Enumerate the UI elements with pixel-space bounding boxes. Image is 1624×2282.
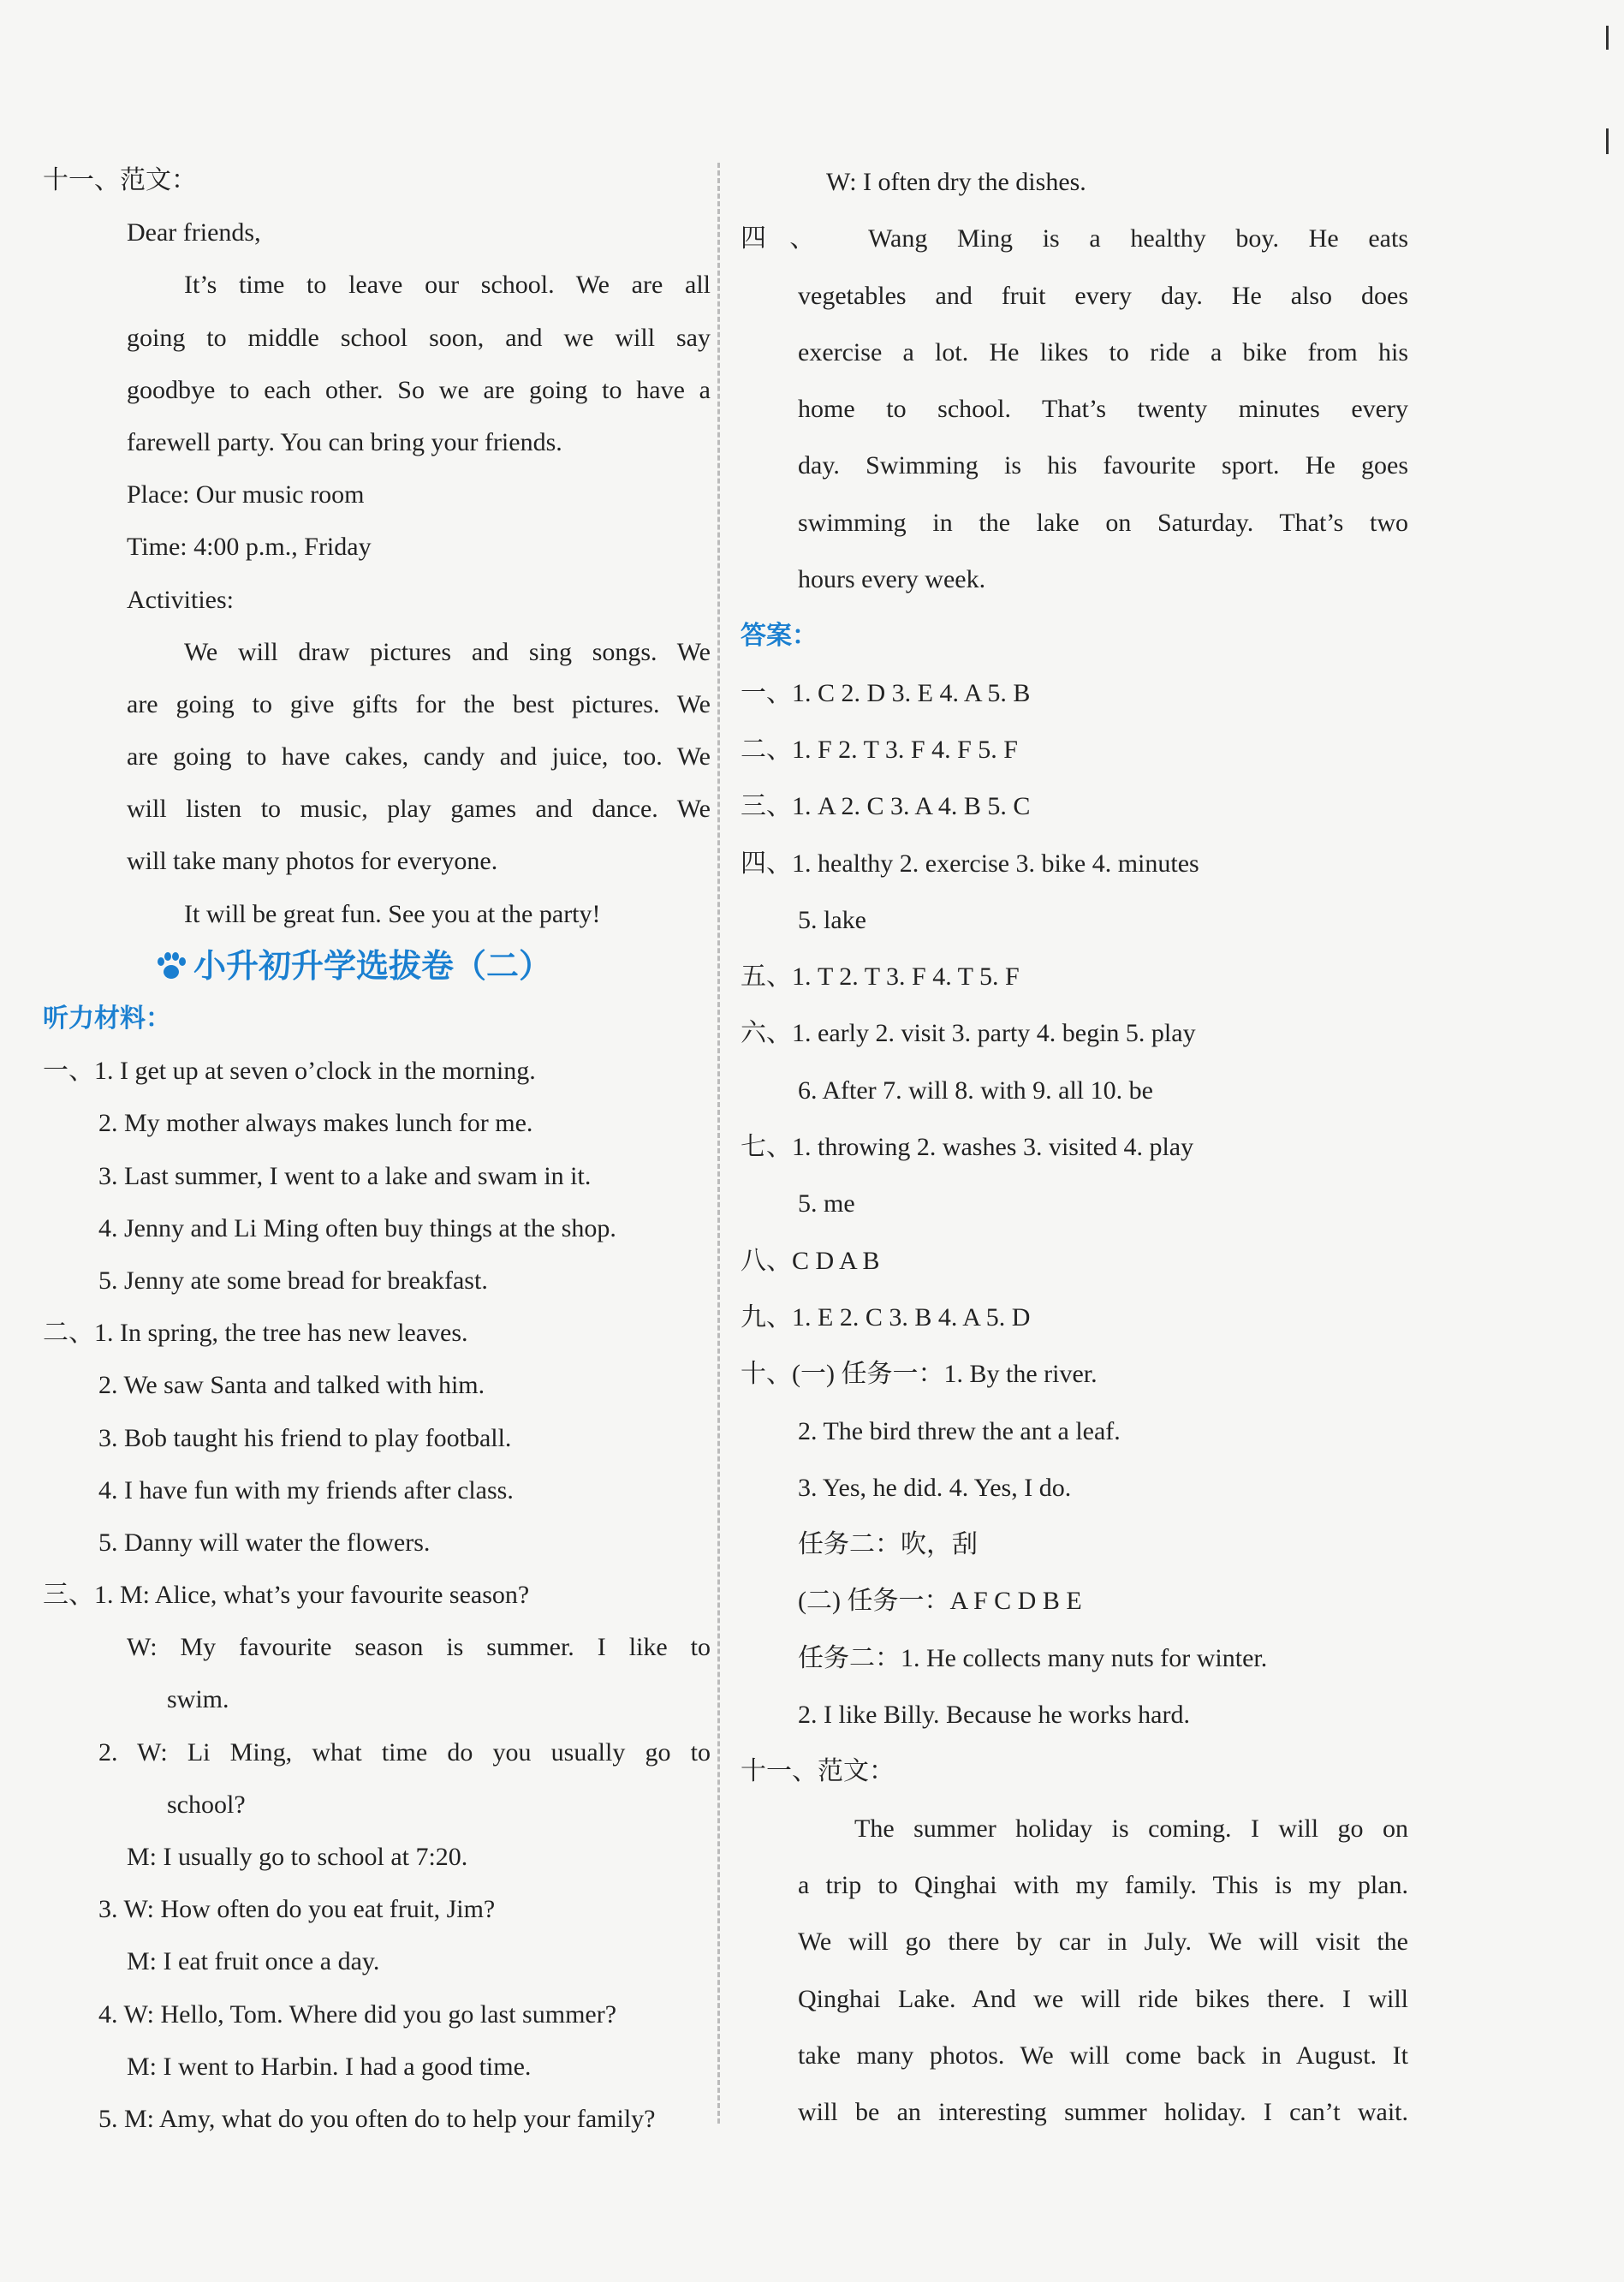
- left-text-line: [43, 259, 711, 311]
- line-text: 八、C D A B: [741, 1246, 880, 1275]
- line-text: 2. The bird threw the ant a leaf.: [798, 1416, 1121, 1445]
- line-text: exercise a lot. He likes to ride a bike from his: [798, 337, 1408, 366]
- line-text: goodbye to each other. So we are going to have a: [127, 375, 711, 404]
- left-text-line: [43, 1673, 711, 1725]
- left-text-line: [43, 154, 711, 206]
- line-text: 听力材料：: [43, 1004, 171, 1034]
- line-text: 4. W: Hello, Tom. Where did you go last summer?: [98, 1999, 617, 2029]
- right-text-line: [741, 1914, 1408, 1970]
- left-text-line: [43, 364, 711, 416]
- page-edge-mark: [1606, 26, 1609, 50]
- right-text-line: [741, 1573, 1408, 1630]
- right-text-line: [741, 1119, 1408, 1176]
- right-text-line: [741, 2028, 1408, 2084]
- line-text: The summer holiday is coming. I will go on: [854, 1814, 1408, 1843]
- left-text-line: [43, 1254, 711, 1307]
- line-text: 一、1. I get up at seven o’clock in the morning.: [43, 1057, 536, 1086]
- line-text: will be an interesting summer holiday. I can’t wait.: [798, 2098, 1408, 2127]
- left-text-line: [43, 2093, 711, 2145]
- line-text: 一、1. C 2. D 3. E 4. A 5. B: [741, 678, 1031, 707]
- line-text: 2. W: Li Ming, what time do you usually go to: [98, 1737, 711, 1767]
- right-column: [741, 154, 1408, 2141]
- line-text: (二) 任务一：A F C D B E: [798, 1587, 1082, 1616]
- line-text: M: I went to Harbin. I had a good time.: [127, 2052, 532, 2081]
- left-text-line: [43, 678, 711, 730]
- left-text-line: [43, 1045, 711, 1097]
- line-text: 任务二：1. He collects many nuts for winter.: [798, 1643, 1268, 1672]
- right-text-line: [741, 268, 1408, 325]
- right-text-line: [741, 778, 1408, 835]
- line-text: 4. Jenny and Li Ming often buy things at the shop.: [98, 1213, 616, 1242]
- right-text-line: [741, 892, 1408, 949]
- line-text: 三、1. M: Alice, what’s your favourite season?: [43, 1581, 530, 1610]
- left-text-line: [43, 312, 711, 364]
- left-text-line: [43, 574, 711, 626]
- line-text: 3. Yes, he did. 4. Yes, I do.: [798, 1473, 1072, 1502]
- line-text: vegetables and fruit every day. He also does: [798, 281, 1408, 310]
- line-text: 九、1. E 2. C 3. B 4. A 5. D: [741, 1302, 1031, 1332]
- right-text-line: [741, 1063, 1408, 1119]
- line-text: 3. Bob taught his friend to play football.: [98, 1423, 512, 1452]
- line-text: 十一、范文：: [43, 165, 197, 195]
- left-text-line: [43, 1097, 711, 1149]
- left-text-line: [43, 1150, 711, 1202]
- line-text: W: My favourite season is summer. I like to: [127, 1633, 711, 1662]
- line-text: 2. My mother always makes lunch for me.: [98, 1109, 533, 1138]
- left-text-line: [43, 1726, 711, 1779]
- left-text-line: [43, 626, 711, 678]
- line-text: 六、1. early 2. visit 3. party 4. begin 5. play: [741, 1019, 1196, 1048]
- left-text-line: [43, 468, 711, 521]
- right-text-line: [741, 1801, 1408, 1857]
- line-text: 十、(一) 任务一：1. By the river.: [741, 1360, 1098, 1389]
- line-text: M: I eat fruit once a day.: [127, 1947, 380, 1976]
- line-text: 4. I have fun with my friends after class.: [98, 1475, 514, 1504]
- line-text: day. Swimming is his favourite sport. He goes: [798, 451, 1408, 480]
- line-text: 七、1. throwing 2. washes 3. visited 4. play: [741, 1133, 1194, 1162]
- line-text: Dear friends,: [127, 218, 261, 247]
- line-text: It’s time to leave our school. We are all: [184, 271, 711, 300]
- line-text: We will draw pictures and sing songs. We: [184, 637, 711, 666]
- line-text: take many photos. We will come back in August. It: [798, 2041, 1408, 2070]
- right-text-line: [741, 2084, 1408, 2141]
- right-text-line: [741, 1971, 1408, 2028]
- line-text: Time: 4:00 p.m., Friday: [127, 533, 372, 562]
- left-text-line: [43, 1779, 711, 1831]
- left-text-line: [43, 1202, 711, 1254]
- right-text-line: [741, 1290, 1408, 1346]
- right-text-line: [741, 722, 1408, 778]
- line-text: 5. me: [798, 1189, 855, 1218]
- right-text-line: [741, 608, 1408, 664]
- line-text: 5. Danny will water the flowers.: [98, 1528, 431, 1557]
- line-text: going to middle school soon, and we will say: [127, 323, 711, 352]
- paw-icon: [154, 951, 188, 980]
- line-text: 二、1. In spring, the tree has new leaves.: [43, 1319, 468, 1348]
- right-text-line: [741, 1630, 1408, 1687]
- left-text-line: [43, 1569, 711, 1621]
- left-text-line: [43, 416, 711, 468]
- line-text: will take many photos for everyone.: [127, 847, 498, 876]
- right-text-line: [741, 949, 1408, 1005]
- line-text: It will be great fun. See you at the party!: [184, 899, 601, 928]
- line-text: will listen to music, play games and dance. We: [127, 795, 711, 824]
- right-text-line: [741, 1346, 1408, 1403]
- right-text-line: [741, 1403, 1408, 1460]
- line-text: 6. After 7. will 8. with 9. all 10. be: [798, 1075, 1153, 1105]
- left-text-line: [43, 1516, 711, 1569]
- line-text: 2. We saw Santa and talked with him.: [98, 1371, 485, 1400]
- column-divider: [717, 163, 720, 2124]
- left-text-line: [43, 1935, 711, 1987]
- line-text: swimming in the lake on Saturday. That’s two: [798, 508, 1408, 537]
- right-text-line: [741, 1857, 1408, 1914]
- right-text-line: [741, 495, 1408, 551]
- right-text-line: [741, 551, 1408, 608]
- right-text-line: [741, 1460, 1408, 1516]
- line-text: are going to give gifts for the best pictures. We: [127, 689, 711, 718]
- right-text-line: [741, 1743, 1408, 1800]
- right-text-line: [741, 1176, 1408, 1232]
- right-text-line: [741, 211, 1408, 267]
- line-text: 五、1. T 2. T 3. F 4. T 5. F: [741, 962, 1020, 992]
- right-text-line: [741, 1687, 1408, 1743]
- line-text: We will go there by car in July. We will visit the: [798, 1927, 1408, 1957]
- right-text-line: [741, 1233, 1408, 1290]
- line-text: 3. Last summer, I went to a lake and swam in it.: [98, 1161, 592, 1190]
- line-text: are going to have cakes, candy and juice, too. We: [127, 742, 711, 772]
- right-text-line: [741, 836, 1408, 892]
- left-text-line: [43, 1621, 711, 1673]
- left-text-line: [43, 992, 711, 1045]
- line-text: farewell party. You can bring your friends.: [127, 427, 562, 456]
- left-text-line: [43, 783, 711, 835]
- right-text-line: [741, 665, 1408, 722]
- line-text: 2. I like Billy. Because he works hard.: [798, 1701, 1190, 1730]
- left-text-line: [43, 206, 711, 259]
- line-text: 答案：: [741, 621, 818, 652]
- left-text-line: [43, 835, 711, 887]
- left-text-line: [43, 730, 711, 783]
- line-text: Qinghai Lake. And we will ride bikes there. I will: [798, 1984, 1408, 2013]
- line-text: Place: Our music room: [127, 480, 365, 509]
- line-text: 四、 Wang Ming is a healthy boy. He eats: [741, 224, 1408, 253]
- left-text-line: [43, 521, 711, 573]
- line-text: 5. Jenny ate some bread for breakfast.: [98, 1266, 488, 1295]
- line-text: 任务二：吹，刮: [798, 1530, 978, 1559]
- left-text-line: [43, 1412, 711, 1464]
- line-text: 5. lake: [798, 905, 866, 934]
- line-text: school?: [167, 1790, 246, 1819]
- left-text-line: [43, 2041, 711, 2093]
- line-text: 小升初升学选拔卷（二）: [193, 946, 552, 985]
- line-text: 十一、范文：: [741, 1756, 895, 1787]
- left-text-line: [43, 940, 711, 992]
- line-text: Activities:: [127, 585, 234, 614]
- left-column: [43, 154, 711, 2145]
- right-text-line: [741, 154, 1408, 211]
- line-text: home to school. That’s twenty minutes every: [798, 395, 1408, 424]
- line-text: 5. M: Amy, what do you often do to help your family?: [98, 2104, 656, 2133]
- left-text-line: [43, 1307, 711, 1359]
- line-text: hours every week.: [798, 565, 986, 594]
- line-text: M: I usually go to school at 7:20.: [127, 1843, 468, 1871]
- line-text: W: I often dry the dishes.: [826, 168, 1086, 196]
- right-text-line: [741, 438, 1408, 494]
- left-text-line: [43, 1831, 711, 1883]
- right-text-line: [741, 1516, 1408, 1573]
- line-text: 3. W: How often do you eat fruit, Jim?: [98, 1895, 496, 1924]
- line-text: 四、1. healthy 2. exercise 3. bike 4. minutes: [741, 849, 1199, 878]
- left-text-line: [43, 1883, 711, 1935]
- left-text-line: [43, 1988, 711, 2041]
- line-text: swim.: [167, 1685, 229, 1714]
- right-text-line: [741, 381, 1408, 438]
- line-text: 二、1. F 2. T 3. F 4. F 5. F: [741, 735, 1018, 764]
- left-text-line: [43, 888, 711, 940]
- line-text: a trip to Qinghai with my family. This is my plan.: [798, 1870, 1408, 1899]
- right-text-line: [741, 325, 1408, 381]
- right-text-line: [741, 1005, 1408, 1062]
- line-text: 三、1. A 2. C 3. A 4. B 5. C: [741, 792, 1031, 821]
- left-text-line: [43, 1359, 711, 1411]
- left-text-line: [43, 1464, 711, 1516]
- page-edge-mark: [1606, 128, 1609, 154]
